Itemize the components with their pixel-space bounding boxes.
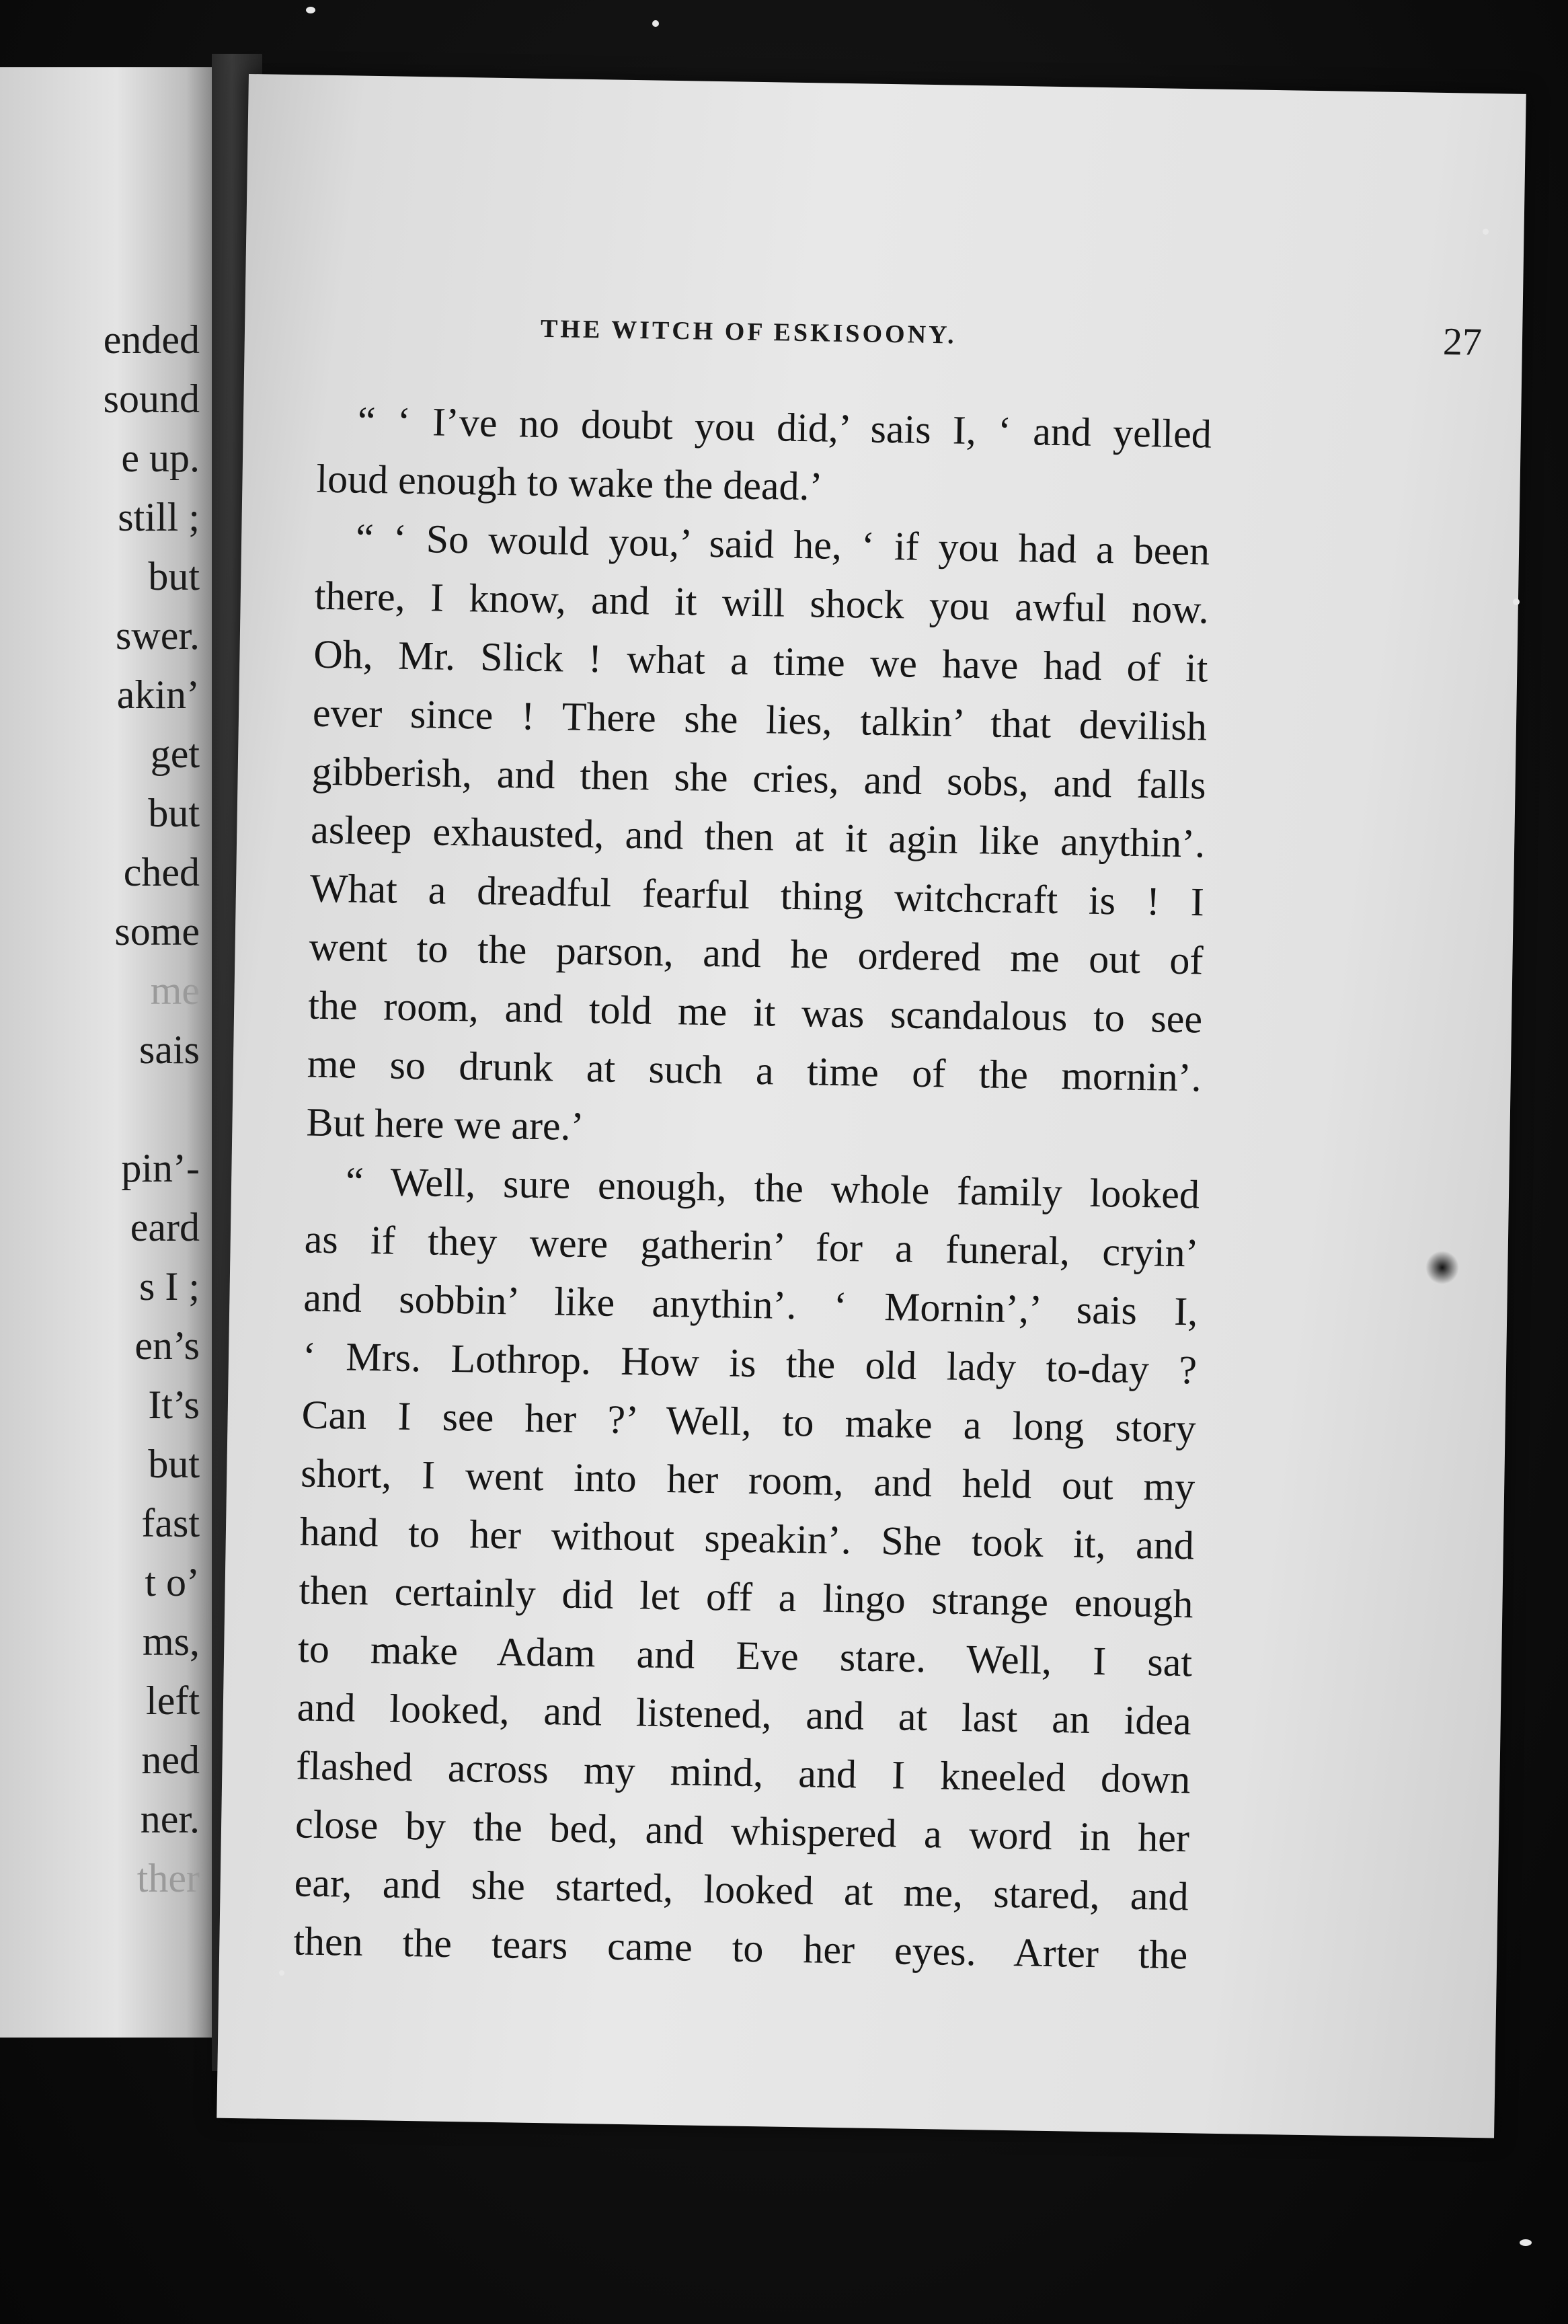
facing-page-fragment: eard xyxy=(130,1205,200,1249)
text-line: and looked, and listened, and at last an idea xyxy=(297,1684,1192,1744)
facing-page-fragment: swer. xyxy=(116,613,200,658)
text-line: the room, and told me it was scandalous to see xyxy=(307,982,1203,1042)
facing-page-fragment: ther xyxy=(136,1856,200,1900)
facing-page-fragment: get xyxy=(150,732,200,776)
text-line: What a dreadful fearful thing witchcraft is ! I xyxy=(309,865,1205,925)
text-line: gibberish, and then she cries, and sobs, and falls xyxy=(311,748,1207,808)
text-line: to make Adam and Eve stare. Well, I sat xyxy=(297,1626,1193,1685)
facing-page-fragment: but xyxy=(148,554,200,598)
text-line: “ Well, sure enough, the whole family looked xyxy=(345,1159,1200,1217)
facing-page-fragment: some xyxy=(114,909,200,954)
facing-page-fragment: ched xyxy=(123,850,200,894)
text-line: “ ‘ I’ve no doubt you did,’ sais I, ‘ and yelled xyxy=(357,398,1212,457)
text-line: Oh, Mr. Slick ! what a time we have had of it xyxy=(313,631,1208,691)
facing-page-fragment: s I ; xyxy=(139,1264,200,1309)
ink-blot xyxy=(1425,1251,1459,1284)
page-number: 27 xyxy=(1442,319,1483,364)
text-line: hand to her without speakin’. She took it, and xyxy=(299,1509,1195,1568)
facing-page xyxy=(0,67,212,2038)
facing-page-fragment: akin’ xyxy=(116,672,200,717)
body-text xyxy=(293,391,1212,1985)
dust-speck xyxy=(1520,2239,1532,2246)
text-line: then certainly did let off a lingo strange enough xyxy=(299,1567,1193,1627)
text-line: flashed across my mind, and I kneeled down xyxy=(295,1743,1191,1802)
facing-page-fragment: sais xyxy=(139,1028,200,1072)
text-line: ear, and she started, looked at me, stared, and xyxy=(294,1860,1189,1919)
dust-speck xyxy=(279,1970,284,1976)
dust-speck xyxy=(652,20,659,27)
facing-page-fragment: sound xyxy=(103,377,200,421)
text-line: close by the bed, and whispered a word in her xyxy=(295,1802,1190,1861)
text-line: Can I see her ?’ Well, to make a long story xyxy=(301,1392,1197,1451)
text-line: ever since ! There she lies, talkin’ that devilish xyxy=(312,690,1208,749)
running-head-title: THE WITCH OF ESKISOONY. xyxy=(540,314,957,350)
facing-page-fragment: ned xyxy=(141,1738,200,1782)
text-line: went to the parson, and he ordered me out of xyxy=(309,924,1204,983)
facing-page-fragment: t o’ xyxy=(145,1560,200,1604)
text-line: But here we are.’ xyxy=(306,1099,585,1149)
text-line: then the tears came to her eyes. Arter the xyxy=(292,1919,1188,1978)
text-line: short, I went into her room, and held out my xyxy=(300,1450,1195,1510)
dust-speck xyxy=(1483,229,1489,235)
facing-page-fragment: but xyxy=(148,1442,200,1486)
text-line: loud enough to wake the dead.’ xyxy=(316,456,824,509)
text-line: there, I know, and it will shock you awful now. xyxy=(314,573,1210,632)
dust-speck xyxy=(1513,598,1520,605)
dust-speck xyxy=(306,7,315,13)
text-line: asleep exhausted, and then at it agin like anythin’. xyxy=(310,807,1206,866)
facing-page-fragment: fast xyxy=(141,1501,200,1545)
dust-speck xyxy=(824,198,834,206)
facing-page-fragment: pin’- xyxy=(121,1146,200,1190)
text-line: as if they were gatherin’ for a funeral, cryin’ xyxy=(304,1216,1200,1276)
facing-page-fragment: but xyxy=(148,791,200,835)
text-line: and sobbin’ like anythin’. ‘ Mornin’,’ sais I, xyxy=(303,1275,1198,1334)
facing-page-fragment: ner. xyxy=(140,1797,200,1841)
facing-page-fragment: me xyxy=(150,968,200,1013)
book-page xyxy=(217,74,1526,2138)
facing-page-fragment: still ; xyxy=(118,495,200,539)
running-head xyxy=(540,314,1482,376)
facing-page-fragment: left xyxy=(146,1678,200,1723)
facing-page-fragment: en’s xyxy=(134,1323,200,1368)
text-line: “ ‘ So would you,’ said he, ‘ if you had a been xyxy=(355,515,1210,574)
text-line: me so drunk at such a time of the mornin’. xyxy=(307,1041,1202,1100)
text-line: ‘ Mrs. Lothrop. How is the old lady to-day ? xyxy=(302,1333,1198,1393)
facing-page-fragment: It’s xyxy=(148,1383,200,1427)
facing-page-fragment: ms, xyxy=(142,1619,200,1664)
facing-page-fragment: ended xyxy=(103,317,200,362)
facing-page-fragment: e up. xyxy=(121,436,200,480)
